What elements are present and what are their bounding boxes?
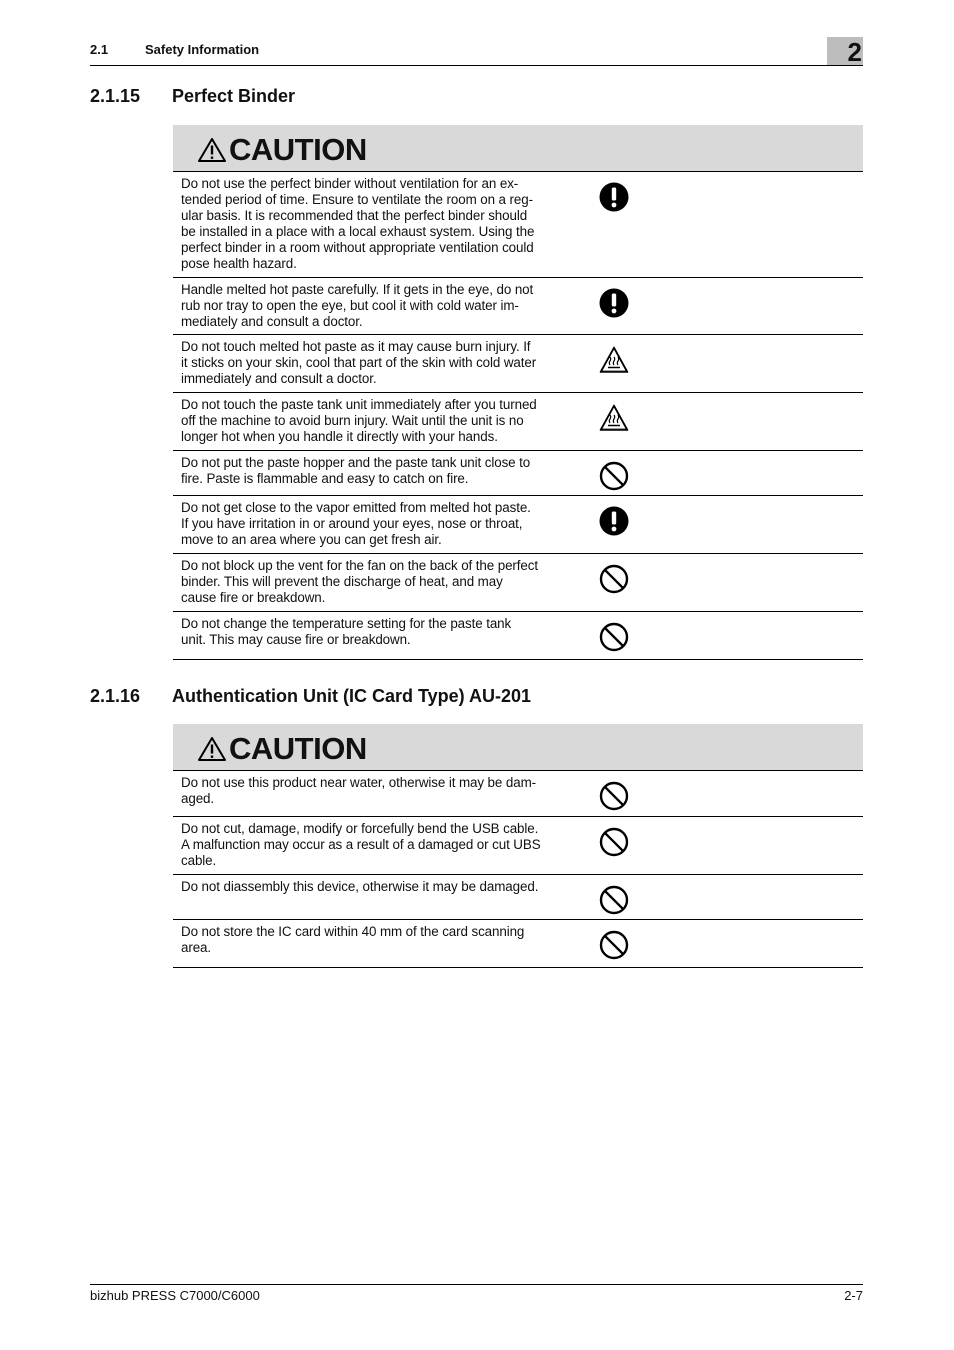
- prohibited-icon: [599, 827, 629, 857]
- caution-text: Do not use this product near water, otherwise it may be dam- aged.: [181, 775, 536, 806]
- caution-table-authentication-unit: [173, 724, 863, 968]
- section-title: Perfect Binder: [172, 86, 296, 106]
- section-heading-perfect-binder: [90, 86, 295, 107]
- caution-text: Do not cut, damage, modify or forcefully bend the USB cable. A malfunction may occur as a result of a damaged or cut UBS cable.: [181, 821, 541, 868]
- caution-row: [173, 612, 863, 660]
- warning-triangle-icon: [197, 736, 227, 762]
- caution-row: [173, 393, 863, 451]
- caution-text: Do not get close to the vapor emitted from melted hot paste. If you have irritation in or around your eyes, nose or throat, move to an area where you can get fresh air.: [181, 500, 531, 547]
- mandatory-action-icon: [599, 182, 629, 212]
- caution-row: [173, 771, 863, 817]
- prohibited-icon: [599, 461, 629, 491]
- caution-text: Do not touch melted hot paste as it may cause burn injury. If it sticks on your skin, cool that part of the skin with cold water immediately and consult a doctor.: [181, 339, 537, 386]
- caution-row: [173, 920, 863, 968]
- caution-row: [173, 817, 863, 875]
- prohibited-icon: [599, 622, 629, 652]
- prohibited-icon: [599, 930, 629, 960]
- running-header: [90, 37, 863, 67]
- hot-surface-icon: [599, 403, 629, 433]
- caution-label: CAUTION: [229, 132, 367, 167]
- caution-label: CAUTION: [229, 731, 367, 766]
- caution-row: [173, 451, 863, 496]
- chapter-tab: 2: [827, 37, 863, 65]
- caution-row: [173, 278, 863, 335]
- section-number: 2.1.16: [90, 686, 141, 706]
- header-section-title: Safety Information: [145, 42, 260, 57]
- caution-text: Do not put the paste hopper and the paste tank unit close to fire. Paste is flammable and easy to catch on fire.: [181, 455, 531, 486]
- section-number: 2.1.15: [90, 86, 141, 106]
- caution-row: [173, 496, 863, 554]
- section-title: Authentication Unit (IC Card Type) AU-201: [172, 686, 532, 706]
- warning-triangle-icon: [197, 137, 227, 163]
- prohibited-icon: [599, 885, 629, 915]
- caution-row: [173, 875, 863, 920]
- caution-text: Handle melted hot paste carefully. If it gets in the eye, do not rub nor tray to open the eye, but cool it with cold water im- mediately and consult a doctor.: [181, 282, 534, 329]
- hot-surface-icon: [599, 345, 629, 375]
- caution-text: Do not store the IC card within 40 mm of the card scanning area.: [181, 924, 525, 955]
- running-footer: [90, 1284, 863, 1309]
- footer-page-number: 2-7: [844, 1288, 863, 1303]
- mandatory-action-icon: [599, 288, 629, 318]
- caution-table-perfect-binder: [173, 125, 863, 660]
- prohibited-icon: [599, 564, 629, 594]
- caution-header: [173, 724, 863, 771]
- caution-text: Do not block up the vent for the fan on the back of the perfect binder. This will prevent the discharge of heat, and may cause fire or breakdown.: [181, 558, 538, 605]
- caution-row: [173, 335, 863, 393]
- prohibited-icon: [599, 781, 629, 811]
- caution-text: Do not touch the paste tank unit immediately after you turned off the machine to avoid burn injury. Wait until the unit is no longer hot when you handle it directly with your hands.: [181, 397, 537, 444]
- caution-header: [173, 125, 863, 172]
- mandatory-action-icon: [599, 506, 629, 536]
- caution-row: [173, 172, 863, 278]
- caution-row: [173, 554, 863, 612]
- caution-text: Do not diassembly this device, otherwise it may be damaged.: [181, 879, 539, 894]
- caution-text: Do not use the perfect binder without ventilation for an ex- tended period of time. Ensure to ventilate the room on a reg- ular basis. It is recommended that the perfect binder should be installed in a place with a local exhaust system. Using the perfect binder in a room without appropriate ventilation could pose health hazard.: [181, 176, 535, 271]
- header-section-number: 2.1: [90, 42, 109, 57]
- section-heading-authentication-unit: [90, 686, 531, 707]
- caution-text: Do not change the temperature setting for the paste tank unit. This may cause fire or breakdown.: [181, 616, 512, 647]
- footer-product: bizhub PRESS C7000/C6000: [90, 1288, 260, 1303]
